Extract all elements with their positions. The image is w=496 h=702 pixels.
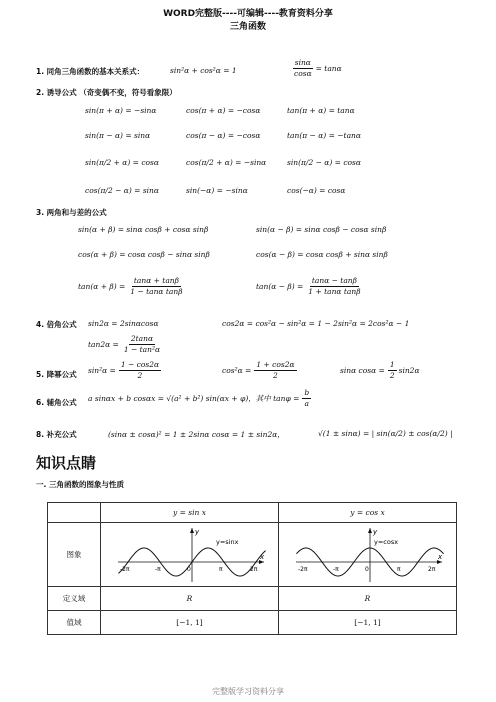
sum-tan-fraction: [128, 276, 184, 297]
power-reduce-sin: [88, 360, 161, 381]
cos-graph-cell: [279, 523, 457, 587]
header-sin: y = sin x: [101, 503, 279, 523]
trig-properties-table: [47, 502, 457, 635]
y-axis-arrow: [368, 528, 372, 533]
sum-sin: sin(α + β) = sinα cosβ + cosα sinβ: [78, 225, 209, 234]
induction-1-2: cos(π + α) = −cosα: [186, 106, 261, 115]
table-corner-cell: [48, 503, 101, 523]
pythagorean-identity: sin²α + cos²α = 1: [170, 66, 237, 75]
induction-2-2: cos(π − α) = −cosα: [186, 131, 261, 140]
fraction-rhs: = tanα: [315, 64, 342, 73]
section-3-label: 3. 两角和与差的公式: [36, 208, 107, 217]
power-reduce-sin-fraction: [119, 360, 161, 381]
fraction-denominator: 2: [137, 371, 143, 380]
power-reduce-sincos-rhs: sin2α: [398, 366, 420, 375]
fraction-denominator: 1 − tanα tanβ: [130, 287, 183, 296]
power-reduce-sin-lhs: sin²α =: [88, 366, 116, 375]
induction-3-1: sin(π/2 + α) = cosα: [85, 158, 159, 167]
section-8-label: 8. 补充公式: [36, 430, 77, 439]
sin-domain: R: [101, 587, 279, 611]
fraction-numerator: tanα − tanβ: [311, 276, 357, 285]
y-axis-label: y: [194, 527, 199, 536]
cos-graph: [288, 524, 448, 584]
section-6-label: 6. 辅角公式: [36, 398, 77, 407]
tick-label: -2π: [119, 565, 130, 573]
induction-4-3: cos(−α) = cosα: [287, 186, 346, 195]
x-axis-label: x: [437, 552, 442, 561]
induction-2-3: tan(π − α) = −tanα: [287, 131, 361, 140]
table-header-row: [48, 503, 457, 523]
fraction-denominator: a: [304, 399, 310, 408]
sum-tan: [78, 276, 185, 297]
fraction-denominator: 1 − tan²α: [123, 345, 161, 354]
induction-3-2: cos(π/2 + α) = −sinα: [186, 158, 267, 167]
induction-2-1: sin(π − α) = sinα: [85, 131, 151, 140]
tick-label: 0: [364, 565, 369, 573]
fraction-numerator: 1 + cos2α: [256, 360, 295, 369]
power-reduce-sincos-fraction: [388, 360, 397, 381]
section-1-label: 1. 同角三角函数的基本关系式：: [36, 67, 145, 76]
tick-label: -π: [154, 565, 161, 573]
section-4-label: 4. 倍角公式: [36, 320, 77, 329]
auxiliary-angle-formula: [88, 388, 311, 409]
fraction-denominator: 1 + tanα tanβ: [308, 287, 361, 296]
tick-label: -2π: [297, 565, 308, 573]
tick-label: -π: [332, 565, 339, 573]
tick-label: π: [396, 565, 401, 573]
diff-sin: sin(α − β) = sinα cosβ − cosα sinβ: [256, 225, 387, 234]
power-reduce-sincos: [340, 360, 420, 381]
diff-tan-lhs: tan(α − β) =: [256, 282, 304, 291]
tick-label: 0: [186, 565, 191, 573]
table-row-graph: [48, 523, 457, 587]
auxiliary-angle-fraction: [302, 388, 311, 409]
table-row-domain: [48, 587, 457, 611]
sin-graph: [110, 524, 270, 584]
row-label-graph: 图象: [48, 523, 101, 587]
header-cos: y = cos x: [279, 503, 457, 523]
section-heading: 知识点睛: [36, 454, 97, 472]
page-footer: 完整版学习资料分享: [212, 687, 284, 696]
fraction-numerator: sinα: [294, 58, 311, 67]
power-reduce-cos: [222, 360, 297, 381]
sum-tan-lhs: tan(α + β) =: [78, 282, 126, 291]
fraction-numerator: b: [304, 388, 310, 397]
y-axis-arrow: [190, 528, 194, 533]
fraction-denominator: cosα: [294, 69, 312, 78]
row-label-domain: 定义域: [48, 587, 101, 611]
y-axis-label: y: [372, 527, 377, 536]
supplement-formula-2: √(1 ± sinα) = | sin(α/2) ± cos(α/2) |: [318, 429, 453, 438]
auxiliary-angle-text: a sinαx + b cosαx = √(a² + b²) sin(αx + φ)，其中 tanφ =: [88, 394, 300, 403]
double-sin: sin2α = 2sinαcosα: [88, 319, 159, 328]
section-2-label: 2. 诱导公式 （奇变偶不变，符号看象限）: [36, 88, 177, 97]
tick-label: 2π: [249, 565, 257, 573]
diff-tan-fraction: [306, 276, 362, 297]
x-axis-label: x: [259, 552, 264, 561]
fraction-numerator: 1: [389, 360, 395, 369]
induction-1-1: sin(π + α) = −sinα: [85, 106, 157, 115]
row-label-range: 值域: [48, 611, 101, 635]
tick-label: π: [218, 565, 223, 573]
induction-4-2: sin(−α) = −sinα: [186, 186, 248, 195]
cos-range: [−1, 1]: [279, 611, 457, 635]
table-row-range: [48, 611, 457, 635]
power-reduce-cos-lhs: cos²α =: [222, 366, 252, 375]
page-title: 三角函数: [229, 22, 266, 32]
sub-heading: 一. 三角函数的图象与性质: [36, 480, 124, 489]
fraction-numerator: 2tanα: [130, 334, 154, 343]
induction-3-3: sin(π/2 − α) = cosα: [287, 158, 361, 167]
cos-domain: R: [279, 587, 457, 611]
sin-range: [−1, 1]: [101, 611, 279, 635]
power-reduce-cos-fraction: [254, 360, 296, 381]
fraction-denominator: 2: [273, 371, 278, 380]
page-header: WORD完整版----可编辑----教育资料分享: [163, 9, 333, 19]
sin-graph-cell: [101, 523, 279, 587]
sum-cos: cos(α + β) = cosα cosβ − sinα sinβ: [78, 250, 210, 259]
double-tan-lhs: tan2α =: [88, 340, 119, 349]
power-reduce-sincos-lhs: sinα cosα =: [340, 366, 385, 375]
curve-label: y=cosx: [373, 537, 398, 546]
induction-4-1: cos(π/2 − α) = sinα: [85, 186, 159, 195]
curve-label: y=sinx: [215, 537, 238, 546]
induction-1-3: tan(π + α) = tanα: [287, 106, 355, 115]
tan-identity: [292, 58, 342, 79]
fraction-denominator: 2: [389, 371, 395, 380]
double-tan: [88, 334, 162, 355]
tick-label: 2π: [427, 565, 435, 573]
section-5-label: 5. 降幂公式: [36, 370, 77, 379]
diff-tan: [256, 276, 363, 297]
fraction-numerator: tanα + tanβ: [133, 276, 179, 285]
diff-cos: cos(α − β) = cosα cosβ + sinα sinβ: [256, 250, 388, 259]
double-tan-fraction: [122, 334, 162, 355]
double-cos: cos2α = cos²α − sin²α = 1 − 2sin²α = 2cos²α − 1: [222, 319, 410, 328]
supplement-formula-1: (sinα ± cosα)² = 1 ± 2sinα cosα = 1 ± sin2α，: [108, 430, 285, 439]
tan-identity-fraction: [292, 58, 314, 79]
fraction-numerator: 1 − cos2α: [120, 360, 160, 369]
